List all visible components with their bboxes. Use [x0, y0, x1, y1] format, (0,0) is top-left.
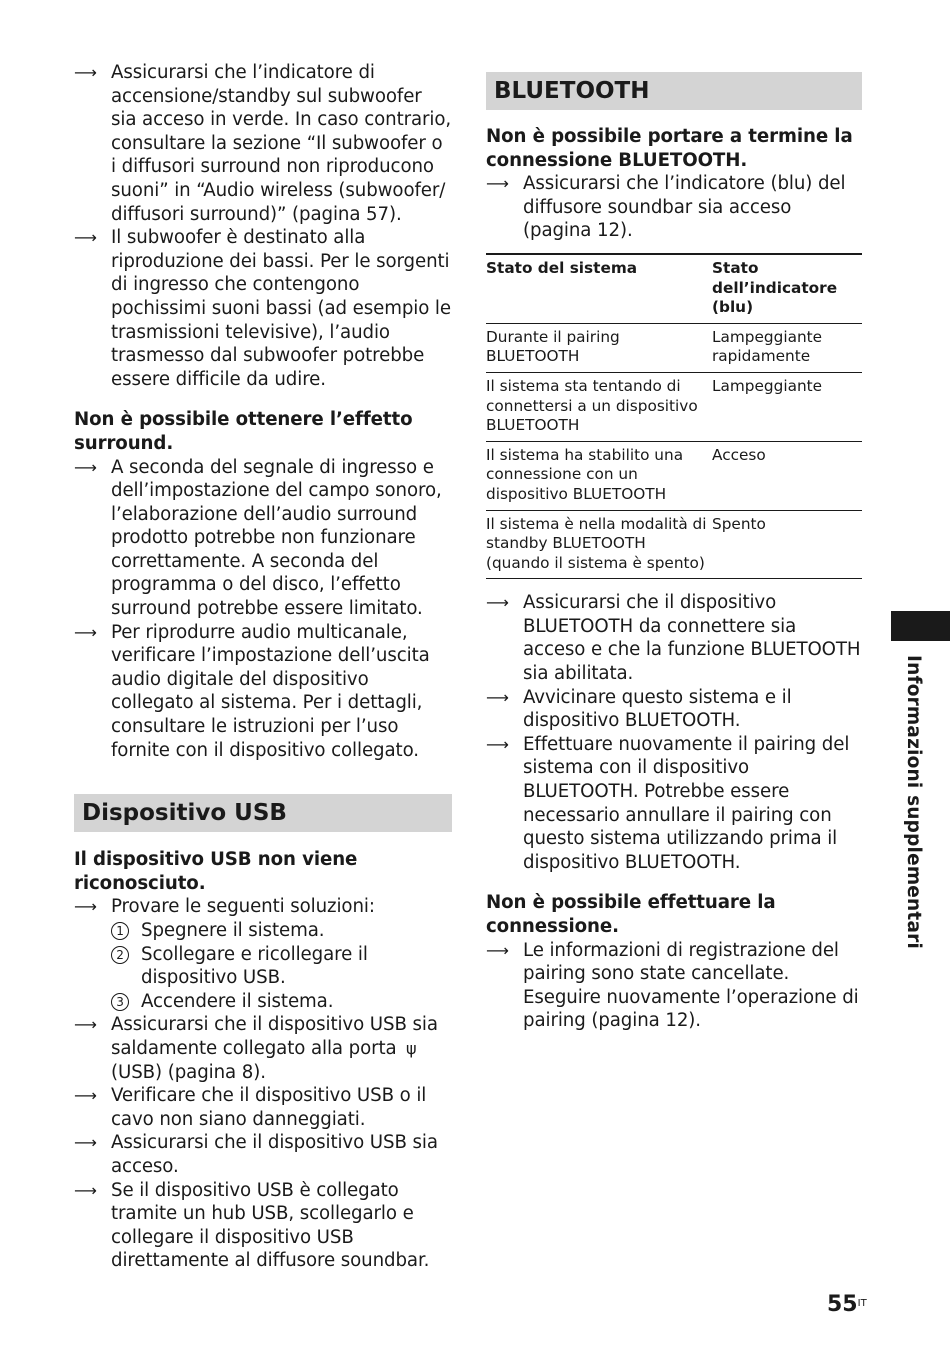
usb-question: Il dispositivo USB non viene riconosciuto.: [74, 849, 358, 894]
table-cell: Spento: [712, 510, 862, 579]
surround-question: Non è possibile ottenere l’effetto surround.: [74, 409, 413, 454]
arrow-icon: ⟶: [74, 457, 97, 477]
table-row: [486, 323, 862, 372]
bullet-item: ⟶ Effettuare nuovamente il pairing del sistema con il dispositivo BLUETOOTH. Potrebbe essere necessario annullare il pairing con questo sistema utilizzando prima il dispositivo BLUETOOTH.: [486, 733, 850, 873]
arrow-icon: ⟶: [74, 228, 97, 248]
arrow-icon: ⟶: [486, 687, 509, 707]
bullet-item: ⟶ Per riprodurre audio multicanale, verificare l’impostazione dell’uscita audio digitale del dispositivo collegato al sistema. Per i dettagli, consultare le istruzioni per l’uso fornite con il dispositivo collegato.: [74, 621, 430, 761]
table-header-row: [486, 254, 862, 323]
right-column: [486, 72, 862, 1033]
step-number: 2: [111, 946, 129, 964]
bullet-item: ⟶ Se il dispositivo USB è collegato tramite un hub USB, scollegarlo e collegare il dispositivo USB direttamente al diffusore soundbar.: [74, 1179, 430, 1272]
bullet-item: ⟶ Assicurarsi che l’indicatore di accensione/standby sul subwoofer sia acceso in verde. In caso contrario, consultare la sezione “Il subwoofer o i diffusori surround non riproducono suoni” in “Audio wireless (subwoofer/ diffusori surround)” (pagina 57).: [74, 62, 452, 225]
arrow-icon: ⟶: [486, 174, 509, 194]
bullet-item: ⟶ Il subwoofer è destinato alla riproduzione dei bassi. Per le sorgenti di ingresso che contengono pochissimi suoni bassi (ad esempio le trasmissioni televisive), l’audio trasmesso dal subwoofer potrebbe essere difficile da udire.: [74, 227, 451, 390]
table-cell: Il sistema è nella modalità di standby BLUETOOTH (quando il sistema è spento): [486, 510, 712, 579]
arrow-icon: ⟶: [74, 897, 97, 917]
bullet-item: ⟶ Assicurarsi che il dispositivo USB sia acceso.: [74, 1132, 438, 1177]
table-row: [486, 372, 862, 441]
table-cell: Durante il pairing BLUETOOTH: [486, 323, 712, 372]
page-language-code: IT: [857, 1298, 867, 1309]
section-tab-marker: [891, 611, 950, 641]
arrow-icon: ⟶: [74, 1133, 97, 1153]
step-item: 3 Accendere il sistema.: [111, 990, 452, 1014]
step-item: 2 Scollegare e ricollegare il dispositivo USB.: [111, 943, 452, 990]
arrow-icon: ⟶: [486, 940, 509, 960]
table-cell: Lampeggiante rapidamente: [712, 323, 862, 372]
bullet-item: ⟶ Assicurarsi che il dispositivo BLUETOOTH da connettere sia acceso e che la funzione BLUETOOTH sia abilitata.: [486, 592, 861, 685]
bluetooth-question: Non è possibile portare a termine la connessione BLUETOOTH.: [486, 126, 853, 171]
bullet-item: ⟶ Verificare che il dispositivo USB o il cavo non siano danneggiati.: [74, 1085, 427, 1130]
bullet-item: ⟶ Assicurarsi che il dispositivo USB sia saldamente collegato alla porta ψ (USB) (pagina 8).: [74, 1014, 438, 1083]
step-number: 1: [111, 922, 129, 940]
bluetooth-section-title: BLUETOOTH: [486, 72, 862, 110]
arrow-icon: ⟶: [74, 1086, 97, 1106]
bullet-item: ⟶ Le informazioni di registrazione del pairing sono state cancellate. Eseguire nuovamente l’operazione di pairing (pagina 12).: [486, 939, 859, 1032]
arrow-icon: ⟶: [486, 734, 509, 754]
bullet-item: ⟶ Avvicinare questo sistema e il dispositivo BLUETOOTH.: [486, 686, 792, 732]
table-row: [486, 510, 862, 579]
table-header-cell: Stato del sistema: [486, 254, 712, 323]
step-number: 3: [111, 993, 129, 1011]
page-number: $55^{IT}$: [827, 1292, 867, 1317]
table-cell: Acceso: [712, 441, 862, 510]
table-cell: Il sistema sta tentando di connettersi a un dispositivo BLUETOOTH: [486, 372, 712, 441]
side-section-label: Informazioni supplementari: [903, 655, 924, 950]
arrow-icon: ⟶: [74, 622, 97, 642]
table-row: [486, 441, 862, 510]
step-item: 1 Spegnere il sistema.: [111, 919, 452, 943]
arrow-icon: ⟶: [74, 1015, 97, 1035]
connection-question: Non è possibile effettuare la connessione.: [486, 892, 776, 937]
left-column: [74, 61, 452, 1273]
table-cell: Il sistema ha stabilito una connessione con un dispositivo BLUETOOTH: [486, 441, 712, 510]
usb-icon: ψ: [406, 1038, 417, 1058]
table-cell: Lampeggiante: [712, 372, 862, 441]
arrow-icon: ⟶: [74, 1180, 97, 1200]
usb-section-title: Dispositivo USB: [74, 794, 452, 832]
indicator-table: [486, 253, 862, 579]
bullet-item: ⟶ A seconda del segnale di ingresso e dell’impostazione del campo sonoro, l’elaborazione dell’audio surround prodotto potrebbe non funzionare correttamente. A seconda del programma o del disco, l’effetto surround potrebbe essere limitato.: [74, 456, 442, 620]
arrow-icon: ⟶: [74, 63, 97, 82]
bullet-item: ⟶ Assicurarsi che l’indicatore (blu) del diffusore soundbar sia acceso (pagina 12).: [486, 173, 846, 242]
arrow-icon: ⟶: [486, 593, 509, 613]
table-header-cell: Stato dell’indicatore (blu): [712, 254, 862, 323]
bullet-item: ⟶ Provare le seguenti soluzioni: 1 Spegnere il sistema. 2 Scollegare e ricollegare il dispositivo USB. 3 Accendere il sistema.: [74, 895, 452, 1013]
